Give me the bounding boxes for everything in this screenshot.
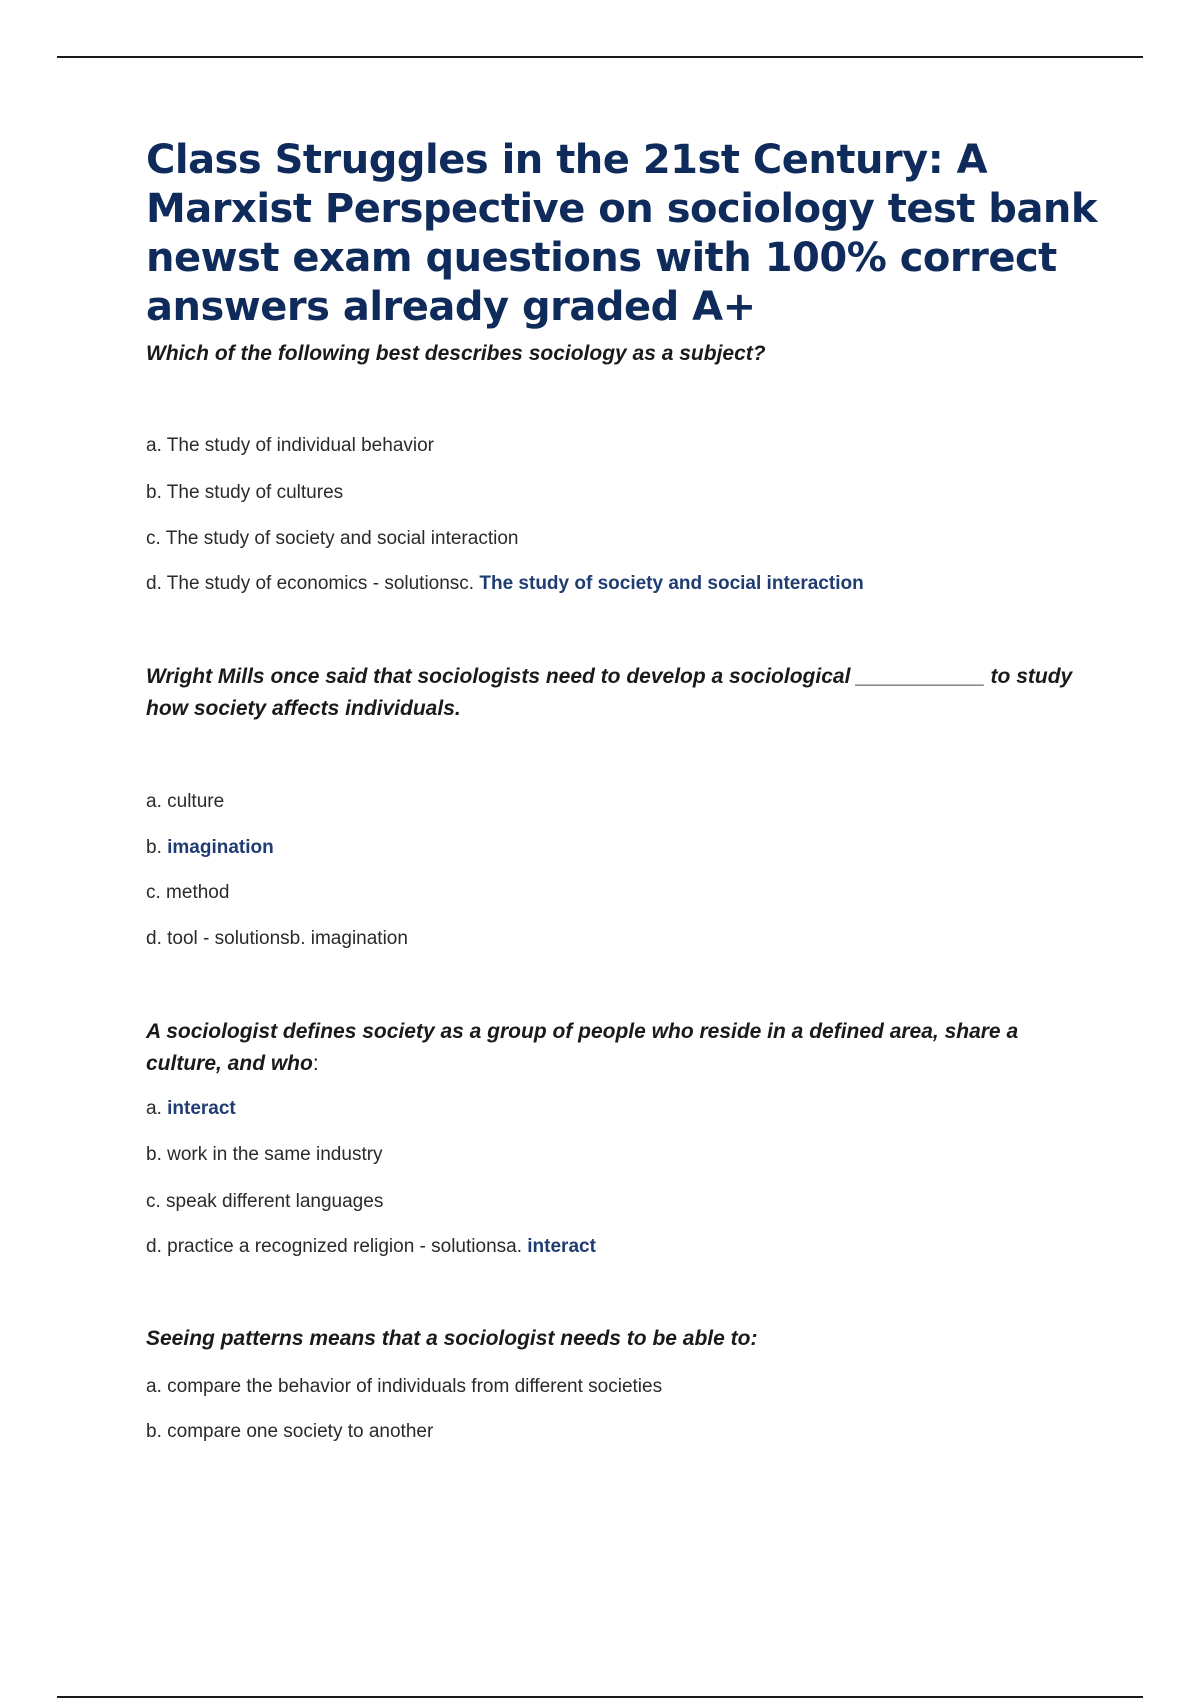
question-2-text: Wright Mills once said that sociologists need to develop a sociological ___________ to study how society affects individuals. bbox=[146, 665, 1073, 720]
top-rule bbox=[57, 56, 1143, 58]
question-4-text: Seeing patterns means that a sociologist needs to be able to: bbox=[146, 1327, 758, 1350]
question-4-option-a: a. compare the behavior of individuals from different societies bbox=[146, 1376, 663, 1397]
question-2-option-c: c. method bbox=[146, 882, 230, 903]
question-3-text bbox=[146, 1016, 1086, 1080]
question-3-option-a bbox=[146, 1096, 236, 1122]
question-1-option-d bbox=[146, 571, 864, 597]
question-3-option-b: b. work in the same industry bbox=[146, 1144, 383, 1165]
question-3-text-main: A sociologist defines society as a group of people who reside in a defined area, share a culture, and who bbox=[146, 1020, 1019, 1075]
page-title: Class Struggles in the 21st Century: A Marxist Perspective on sociology test bank newst exam questions with 100% correct answers already graded A+ bbox=[146, 137, 1098, 330]
question-3-answer-a: interact bbox=[167, 1098, 236, 1119]
question-1-text: Which of the following best describes sociology as a subject? bbox=[146, 342, 766, 365]
question-3-text-suffix: : bbox=[312, 1052, 319, 1075]
question-1-option-c: c. The study of society and social interaction bbox=[146, 528, 519, 549]
bottom-rule bbox=[57, 1696, 1143, 1698]
document-header bbox=[146, 136, 1106, 332]
question-2-option-b bbox=[146, 835, 274, 861]
question-3-option-d-prefix: d. practice a recognized religion - solutionsa. bbox=[146, 1236, 528, 1257]
question-1-option-d-prefix: d. The study of economics - solutionsc. bbox=[146, 573, 480, 594]
question-2-option-a: a. culture bbox=[146, 791, 225, 812]
question-3-answer-d: interact bbox=[527, 1236, 596, 1257]
question-1-answer: The study of society and social interaction bbox=[479, 573, 864, 594]
question-3-option-c: c. speak different languages bbox=[146, 1191, 384, 1212]
question-2-option-b-prefix: b. bbox=[146, 837, 168, 858]
question-4-option-b: b. compare one society to another bbox=[146, 1421, 434, 1442]
question-2-answer: imagination bbox=[167, 837, 274, 858]
question-1-option-b: b. The study of cultures bbox=[146, 482, 344, 503]
question-1-option-a: a. The study of individual behavior bbox=[146, 435, 434, 456]
question-3-option-a-prefix: a. bbox=[146, 1098, 168, 1119]
question-3-option-d bbox=[146, 1234, 596, 1260]
question-2-option-d: d. tool - solutionsb. imagination bbox=[146, 928, 408, 949]
